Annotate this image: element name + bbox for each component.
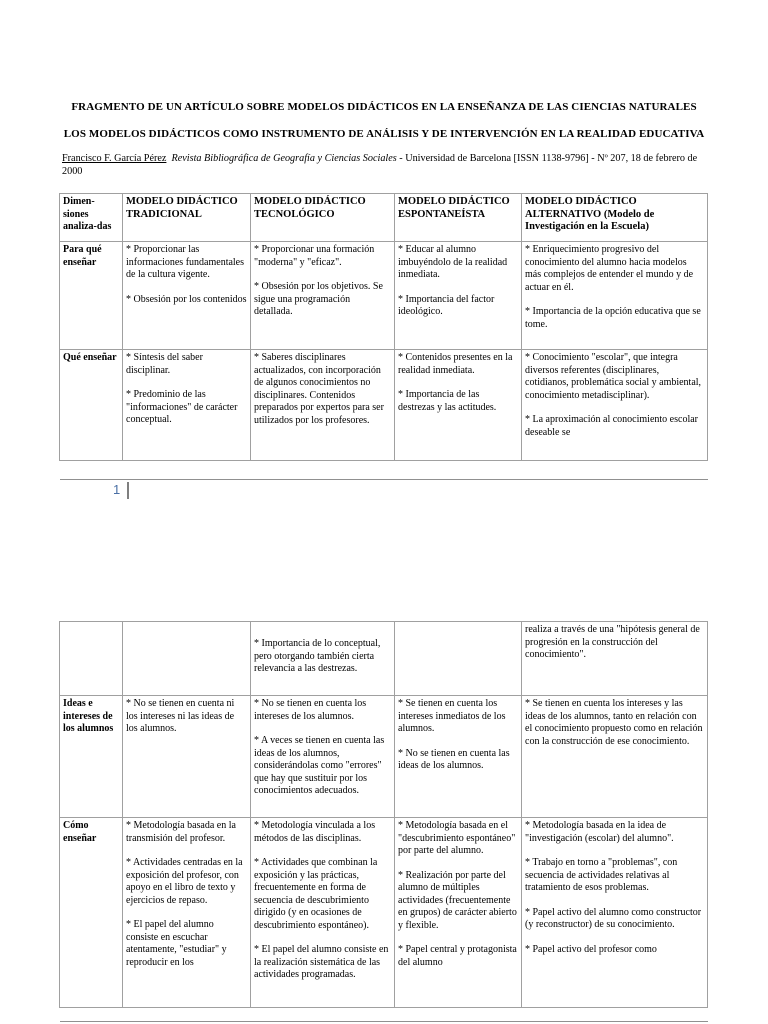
cell-traditional [123, 242, 251, 350]
cell-alternative [522, 350, 708, 461]
cell-text: * Proporcionar una formación "moderna" y "eficaz". [254, 244, 375, 268]
cell-alternative [522, 696, 708, 818]
cell-technological [251, 242, 395, 350]
cell-text: * Obsesión por los objetivos. Se sigue una programación detallada. [254, 281, 383, 317]
cell-technological [251, 818, 395, 1008]
cell-text: * No se tienen en cuenta ni los intereses ni las ideas de los alumnos. [126, 698, 235, 734]
cell-text: * Síntesis del saber disciplinar. [126, 352, 203, 376]
cell-text: * No se tienen en cuenta las ideas de los alumnos. [398, 747, 510, 771]
models-table-page-2 [59, 621, 708, 1008]
header-spontaneist: MODELO DIDÁCTICO ESPONTANEÍSTA [395, 194, 522, 242]
cell-text: * Trabajo en torno a "problemas", con secuencia de actividades relativas al tratamiento de esos problemas. [525, 857, 678, 893]
cell-text: * Contenidos presentes en la realidad inmediata. [398, 352, 513, 376]
table-row-que [60, 350, 708, 461]
cell-text: * El papel del alumno consiste en la realización sistemática de las actividades programadas. [254, 944, 389, 980]
citation-journal: Revista Bibliográfica de Geografía y Ciencias Sociales [171, 153, 397, 164]
article-subtitle: LOS MODELOS DIDÁCTICOS COMO INSTRUMENTO DE ANÁLISIS Y DE INTERVENCIÓN EN LA REALIDAD EDUCATIVA [63, 128, 705, 140]
cell-alternative [522, 242, 708, 350]
cell-technological [251, 350, 395, 461]
cell-text: * Papel activo del alumno como constructor (y reconstructor) de su conocimiento. [525, 906, 702, 930]
cell-traditional [123, 818, 251, 1008]
cell-text: * Papel central y protagonista del alumno [398, 944, 517, 968]
cell-text: * Saberes disciplinares actualizados, con incorporación de algunos conocimientos no disciplinares. Contenidos preparados por expertos para ser utilizados por los profesores. [254, 352, 384, 426]
cell-text: * Papel activo del profesor como [525, 943, 657, 955]
header-alternative: MODELO DIDÁCTICO ALTERNATIVO (Modelo de Investigación en la Escuela) [522, 194, 708, 242]
cell-text: * Enriquecimiento progresivo del conocimiento del alumno hacia modelos más complejos de entender el mundo y de actuar en él. [525, 244, 694, 293]
cell-text: * Proporcionar las informaciones fundamentales de la cultura vigente. [126, 244, 245, 280]
table-row-como [60, 818, 708, 1008]
cell-text: * A veces se tienen en cuenta las ideas de los alumnos, considerándolas como "errores" que hay que sustituir por los conocimientos adecuados. [254, 735, 385, 796]
cell-text: * Realización por parte del alumno de múltiples actividades (frecuentemente en grupos) de carácter abierto y flexible. [398, 869, 517, 931]
citation-author[interactable]: Francisco F. García Pérez [62, 153, 167, 164]
cell-text: * Importancia de las destrezas y las actitudes. [398, 389, 497, 413]
cell-alternative [522, 622, 708, 696]
page-divider [60, 1021, 708, 1022]
cell-text: * Se tienen en cuenta los intereses inmediatos de los alumnos. [398, 698, 506, 734]
cell-spontaneist [395, 350, 522, 461]
cell-text: * Predominio de las "informaciones" de carácter conceptual. [126, 389, 238, 425]
cell-technological [251, 622, 395, 696]
page-divider [60, 479, 708, 480]
cell-spontaneist [395, 696, 522, 818]
article-title: FRAGMENTO DE UN ARTÍCULO SOBRE MODELOS DIDÁCTICOS EN LA ENSEÑANZA DE LAS CIENCIAS NATURALES [71, 101, 697, 113]
page-number: 1 [113, 482, 121, 497]
cell-text: * Metodología basada en el "descubrimiento espontáneo" por parte del alumno. [398, 820, 516, 856]
cell-spontaneist [395, 242, 522, 350]
cell-text: * Importancia de la opción educativa que se tome. [525, 306, 701, 330]
cell-empty [123, 622, 251, 696]
cell-alternative [522, 818, 708, 1008]
models-table-page-1 [59, 193, 708, 461]
row-label: Cómo enseñar [60, 818, 123, 1008]
row-label: Ideas e intereses de los alumnos [60, 696, 123, 818]
table-row-ideas [60, 696, 708, 818]
row-label: Qué enseñar [60, 350, 123, 461]
cell-text: * Metodología basada en la transmisión del profesor. [126, 820, 236, 844]
cell-text: realiza a través de una "hipótesis general de progresión en la construcción del conocimiento". [525, 624, 700, 660]
cell-empty [60, 622, 123, 696]
cell-spontaneist [395, 818, 522, 1008]
citation-details: - Universidad de Barcelona [ISSN 1138-9796] - Nº 207, 18 de febrero de 2000 [62, 153, 698, 177]
cell-text: * La aproximación al conocimiento escolar deseable se [525, 414, 698, 438]
cell-technological [251, 696, 395, 818]
header-dimensions: Dimen-siones analiza-das [60, 194, 123, 242]
table-header-row [60, 194, 708, 242]
cell-text: * No se tienen en cuenta los intereses de los alumnos. [254, 698, 367, 722]
header-traditional: MODELO DIDÁCTICO TRADICIONAL [123, 194, 251, 242]
cell-text: * Actividades centradas en la exposición del profesor, con apoyo en el libro de texto y ejercicios de repaso. [126, 857, 243, 906]
cell-text: * Actividades que combinan la exposición y las prácticas, frecuentemente en forma de secuencia de descubrimiento dirigido (y en ocasiones de descubrimiento espontáneo). [254, 857, 378, 931]
row-label: Para qué enseñar [60, 242, 123, 350]
cell-traditional [123, 350, 251, 461]
cell-text: * Se tienen en cuenta los intereses y las ideas de los alumnos, tanto en relación con el conocimiento propuesto como en relación con la construcción de ese conocimiento. [525, 698, 703, 747]
cell-text: * Metodología basada en la idea de "investigación (escolar) del alumno". [525, 820, 674, 844]
cell-text: * Obsesión por los contenidos [126, 293, 247, 305]
table-row-que-continued [60, 622, 708, 696]
cell-text: * Conocimiento "escolar", que integra diversos referentes (disciplinares, cotidianos, problemática social y ambiental, conocimiento metadisciplinar). [525, 352, 702, 401]
table-row-para-que [60, 242, 708, 350]
cell-text: * Importancia de lo conceptual, pero otorgando también cierta relevancia a las destrezas. [254, 638, 381, 674]
cell-text: * El papel del alumno consiste en escuchar atentamente, "estudiar" y reproducir en los [126, 919, 227, 968]
cell-text: * Metodología vinculada a los métodos de las disciplinas. [254, 820, 376, 844]
cell-traditional [123, 696, 251, 818]
citation [62, 153, 702, 178]
page-number-bar [127, 482, 129, 499]
cell-text: * Importancia del factor ideológico. [398, 293, 495, 317]
cell-empty [395, 622, 522, 696]
header-technological: MODELO DIDÁCTICO TECNOLÓGICO [251, 194, 395, 242]
cell-text: * Educar al alumno imbuyéndolo de la realidad inmediata. [398, 244, 508, 280]
